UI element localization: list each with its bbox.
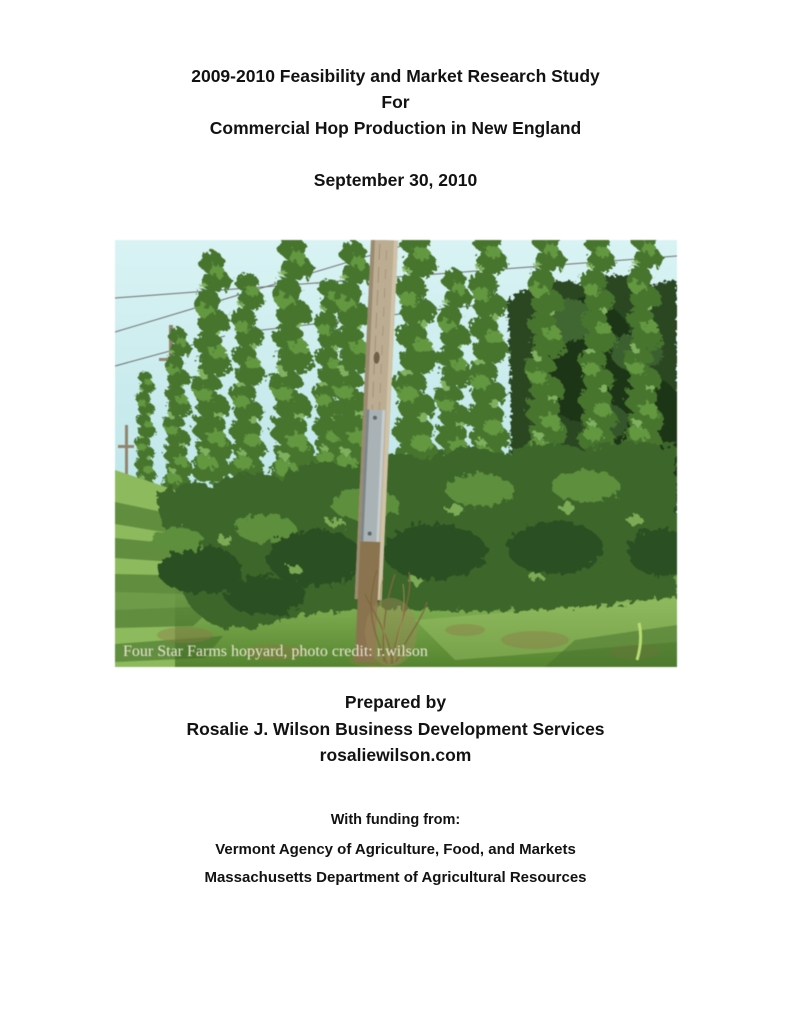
prepared-by-organization: Rosalie J. Wilson Business Development Services: [186, 718, 605, 739]
funders-list: [0, 836, 791, 892]
hopyard-photo: [115, 240, 677, 667]
funder-massachusetts: Massachusetts Department of Agricultural Resources: [204, 869, 587, 886]
funder-vermont: Vermont Agency of Agriculture, Food, and Markets: [215, 841, 576, 858]
funding-heading: With funding from:: [330, 812, 461, 828]
title-block: [0, 63, 791, 141]
title-line-1: 2009-2010 Feasibility and Market Research Study: [191, 66, 600, 86]
prepared-by-block: [0, 689, 791, 769]
prepared-by-website: rosaliewilson.com: [319, 745, 472, 765]
report-date: September 30, 2010: [313, 170, 478, 190]
title-line-3: Commercial Hop Production in New England: [209, 118, 582, 138]
prepared-by-heading: Prepared by: [344, 692, 447, 712]
photo-caption: Four Star Farms hopyard, photo credit: r.wilson: [123, 643, 428, 660]
title-line-2: For: [381, 92, 410, 112]
